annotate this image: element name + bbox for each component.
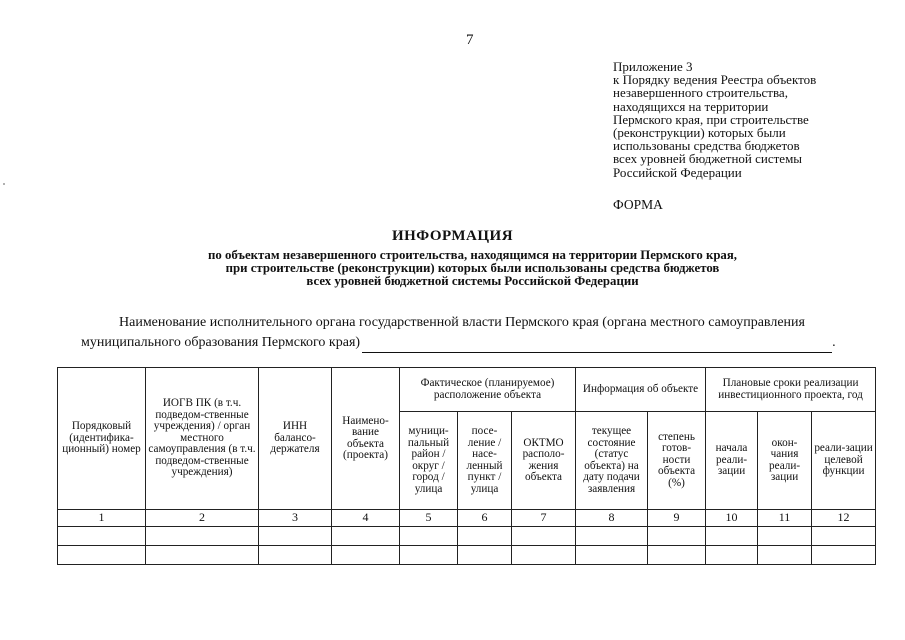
authority-name-field bbox=[81, 313, 881, 353]
table-cell[interactable] bbox=[512, 527, 576, 546]
column-number: 9 bbox=[648, 510, 706, 527]
table-cell[interactable] bbox=[259, 527, 332, 546]
column-number: 12 bbox=[812, 510, 876, 527]
appendix-line: находящихся на территории bbox=[613, 98, 769, 114]
appendix-line: к Порядку ведения Реестра объектов bbox=[613, 72, 817, 88]
header-object-name: Наимено-вание объекта (проекта) bbox=[332, 368, 400, 510]
column-number: 10 bbox=[706, 510, 758, 527]
table-row bbox=[58, 527, 876, 546]
column-number: 1 bbox=[58, 510, 146, 527]
column-number: 5 bbox=[400, 510, 458, 527]
table-cell[interactable] bbox=[458, 546, 512, 565]
appendix-line: всех уровней бюджетной системы bbox=[613, 151, 803, 167]
table-cell[interactable] bbox=[146, 527, 259, 546]
appendix-line: Российской Федерации bbox=[613, 164, 742, 180]
table-cell[interactable] bbox=[812, 527, 876, 546]
table-cell[interactable] bbox=[576, 527, 648, 546]
header-start: начала реали-зации bbox=[706, 412, 758, 510]
subtitle-line: при строительстве (реконструкции) которых были использованы средства бюджетов bbox=[225, 261, 720, 275]
table-cell[interactable] bbox=[576, 546, 648, 565]
header-end: окон-чания реали-зации bbox=[758, 412, 812, 510]
table-cell[interactable] bbox=[758, 527, 812, 546]
appendix-note bbox=[613, 60, 893, 179]
table-row bbox=[58, 546, 876, 565]
document-subtitle bbox=[0, 249, 905, 288]
authority-fill-line[interactable] bbox=[362, 337, 832, 353]
page-number: 7 bbox=[466, 32, 474, 48]
authority-end-mark: . bbox=[832, 335, 836, 350]
table-cell[interactable] bbox=[706, 546, 758, 565]
column-number: 4 bbox=[332, 510, 400, 527]
header-ordinal-number: Порядковый (идентифика-ционный) номер bbox=[58, 368, 146, 510]
header-oktmo: ОКТМО располо-жения объекта bbox=[512, 412, 576, 510]
table-cell[interactable] bbox=[758, 546, 812, 565]
table-header-row bbox=[58, 368, 876, 412]
registry-table bbox=[57, 367, 876, 565]
column-number: 11 bbox=[758, 510, 812, 527]
table-cell[interactable] bbox=[58, 527, 146, 546]
header-settlement: посе-ление / насе-ленный пункт / улица bbox=[458, 412, 512, 510]
header-group-info: Информация об объекте bbox=[576, 368, 706, 412]
table-cell[interactable] bbox=[58, 546, 146, 565]
appendix-line: (реконструкции) которых были bbox=[613, 125, 786, 141]
form-label: ФОРМА bbox=[613, 197, 663, 212]
appendix-line: использованы средства бюджетов bbox=[613, 138, 800, 154]
column-number: 8 bbox=[576, 510, 648, 527]
table-cell[interactable] bbox=[332, 527, 400, 546]
appendix-line: незавершенного строительства, bbox=[613, 85, 788, 101]
margin-mark bbox=[3, 183, 5, 185]
appendix-line: Пермского края, при строительстве bbox=[613, 111, 809, 127]
table-cell[interactable] bbox=[400, 527, 458, 546]
table-cell[interactable] bbox=[648, 527, 706, 546]
document-title: ИНФОРМАЦИЯ bbox=[391, 228, 514, 244]
header-group-terms: Плановые сроки реализации инвестиционного проекта, год bbox=[706, 368, 876, 412]
table-cell[interactable] bbox=[812, 546, 876, 565]
table-cell[interactable] bbox=[332, 546, 400, 565]
table-cell[interactable] bbox=[458, 527, 512, 546]
subtitle-line: по объектам незавершенного строительства, находящимся на территории Пермского края, bbox=[208, 248, 737, 262]
authority-label-line2-row bbox=[81, 333, 881, 353]
column-number: 2 bbox=[146, 510, 259, 527]
header-municipal-district: муници-пальный район / округ / город / улица bbox=[400, 412, 458, 510]
header-inn: ИНН балансо-держателя bbox=[259, 368, 332, 510]
header-readiness: степень готов-ности объекта (%) bbox=[648, 412, 706, 510]
header-target-function: реали-зации целевой функции bbox=[812, 412, 876, 510]
header-authority: ИОГВ ПК (в т.ч. подведом-ственные учреждения) / орган местного самоуправления (в т.ч. подведом-ственные учреждения) bbox=[146, 368, 259, 510]
subtitle-line: всех уровней бюджетной системы Российской Федерации bbox=[306, 274, 639, 288]
appendix-line: Приложение 3 bbox=[613, 59, 693, 74]
header-group-location: Фактическое (планируемое) расположение объекта bbox=[400, 368, 576, 412]
column-numbers-row bbox=[58, 510, 876, 527]
header-current-status: текущее состояние (статус объекта) на дату подачи заявления bbox=[576, 412, 648, 510]
table-cell[interactable] bbox=[706, 527, 758, 546]
column-number: 7 bbox=[512, 510, 576, 527]
authority-label-line2: муниципального образования Пермского края) bbox=[81, 335, 361, 350]
table-cell[interactable] bbox=[512, 546, 576, 565]
table-cell[interactable] bbox=[259, 546, 332, 565]
table-cell[interactable] bbox=[400, 546, 458, 565]
column-number: 6 bbox=[458, 510, 512, 527]
table-cell[interactable] bbox=[648, 546, 706, 565]
authority-label-line1: Наименование исполнительного органа государственной власти Пермского края (органа местного самоуправления bbox=[119, 315, 805, 330]
table-cell[interactable] bbox=[146, 546, 259, 565]
column-number: 3 bbox=[259, 510, 332, 527]
